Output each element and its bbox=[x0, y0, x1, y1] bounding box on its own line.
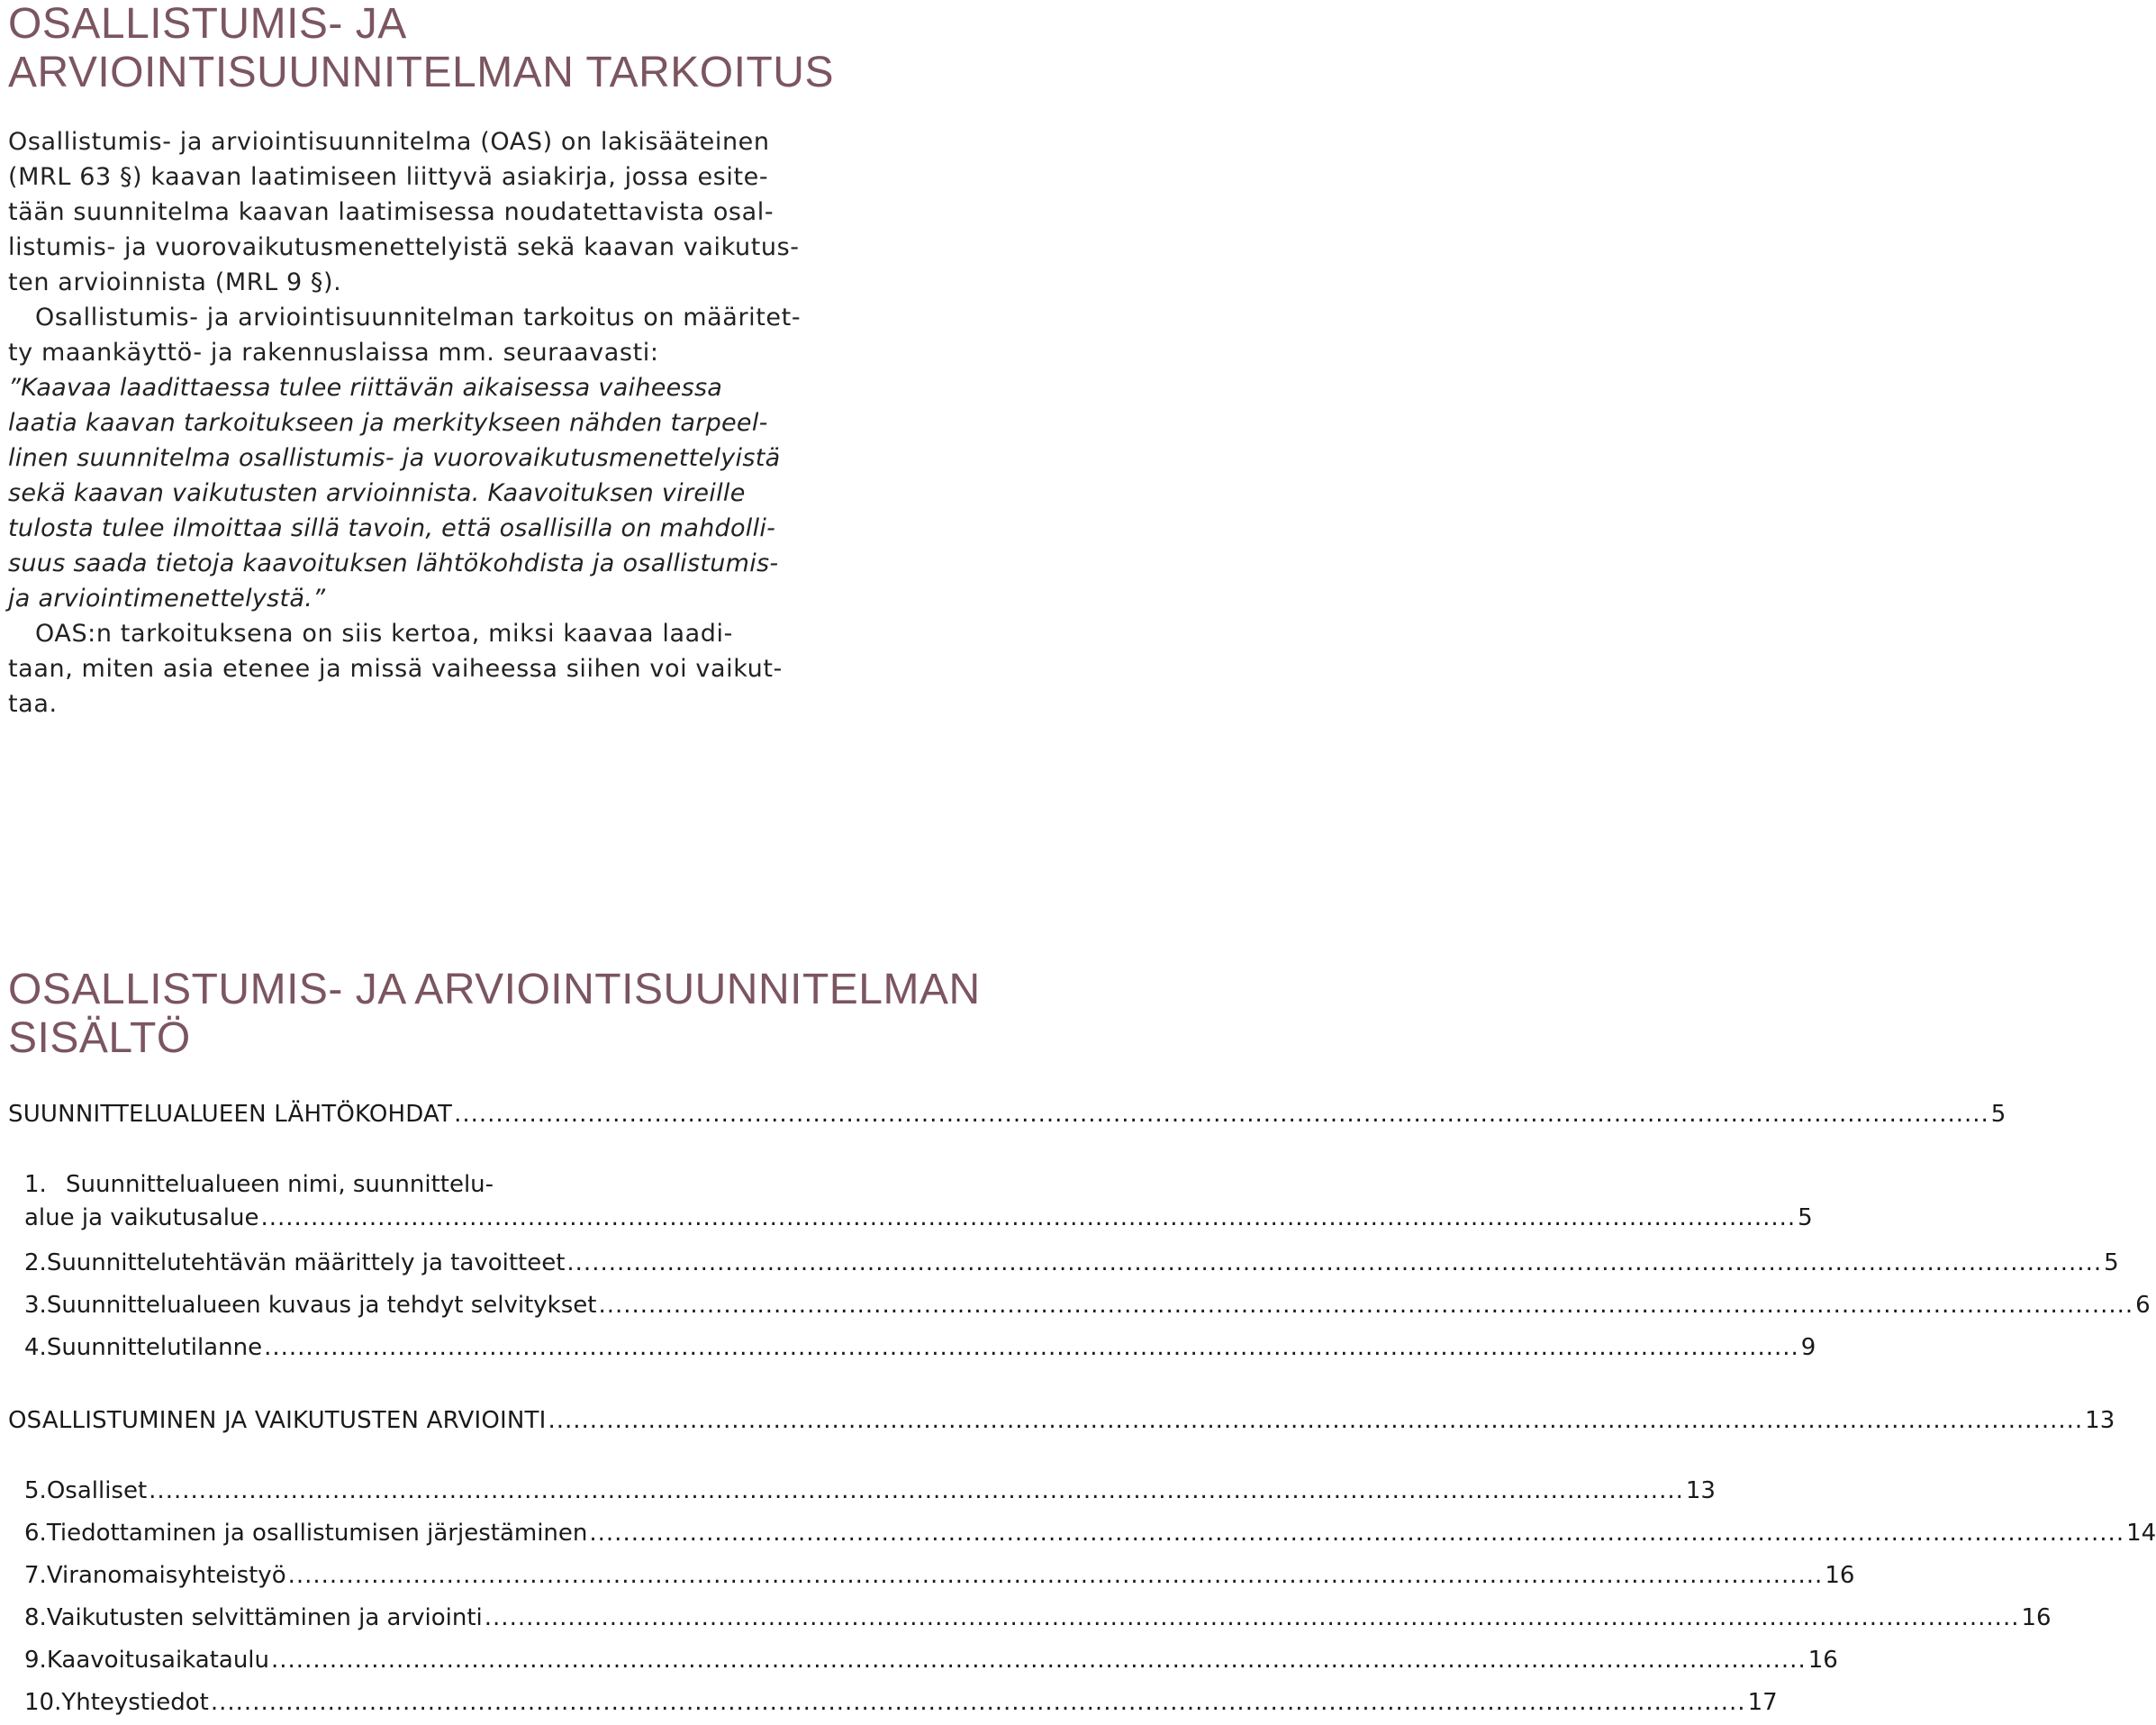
toc-section-title: SUUNNITTELUALUEEN LÄHTÖKOHDAT bbox=[8, 1101, 453, 1128]
toc-item-title: Kaavoitusaikataulu bbox=[46, 1647, 270, 1674]
text-line: Osallistumis- ja arviointisuunnitelman tarkoitus on määritet- bbox=[35, 304, 802, 331]
toc-item-number: 1. bbox=[24, 1171, 47, 1198]
quote-line: linen suunnitelma osallistumis- ja vuorovaikutusmenettelyistä bbox=[8, 444, 781, 472]
toc-page-number: 16 bbox=[1807, 1647, 1838, 1674]
toc-item-number: 7. bbox=[24, 1562, 47, 1589]
toc-page-number: 13 bbox=[1685, 1477, 1716, 1504]
toc-section-title: OSALLISTUMINEN JA VAIKUTUSTEN ARVIOINTI bbox=[8, 1407, 547, 1434]
page-title-line1: OSALLISTUMIS- JA bbox=[8, 0, 407, 48]
toc-leader-dots bbox=[260, 1204, 1796, 1231]
toc-item-title: Suunnittelutilanne bbox=[46, 1334, 263, 1361]
toc-page-number: 16 bbox=[2021, 1604, 2052, 1631]
toc-item-title: Osalliset bbox=[46, 1477, 148, 1504]
toc-leader-dots bbox=[288, 1562, 1824, 1589]
text-line: listumis- ja vuorovaikutusmenettelyistä sekä kaavan vaikutus- bbox=[8, 233, 800, 261]
toc-leader-dots bbox=[598, 1292, 2133, 1319]
toc-leader-dots bbox=[271, 1647, 1807, 1674]
toc-item-number: 3. bbox=[24, 1292, 47, 1319]
toc-item-title: alue ja vaikutusalue bbox=[24, 1204, 259, 1231]
toc-item-title-line1: Suunnittelualueen nimi, suunnittelu- bbox=[66, 1171, 494, 1198]
toc-item-1-continued[interactable] bbox=[8, 1204, 1813, 1235]
text-line: Osallistumis- ja arviointisuunnitelma (OAS) on lakisääteinen bbox=[8, 128, 770, 156]
toc-item-3[interactable] bbox=[8, 1292, 2151, 1322]
text-line: taa. bbox=[8, 690, 58, 718]
toc-page-number: 5 bbox=[2104, 1249, 2119, 1276]
toc-section-2[interactable] bbox=[8, 1407, 2115, 1438]
toc-item-title: Suunnittelutehtävän määrittely ja tavoitteet bbox=[46, 1249, 566, 1276]
toc-page-number: 17 bbox=[1747, 1689, 1778, 1716]
page-title bbox=[8, 0, 834, 97]
toc-leader-dots bbox=[149, 1477, 1684, 1504]
toc-item-number: 6. bbox=[24, 1520, 47, 1547]
toc-page-number: 5 bbox=[1798, 1204, 1813, 1231]
toc-item-2[interactable] bbox=[8, 1249, 2119, 1280]
toc-item-title: Tiedottaminen ja osallistumisen järjestäminen bbox=[46, 1520, 588, 1547]
toc-item-7[interactable] bbox=[8, 1562, 1855, 1593]
page-title-line2: ARVIOINTISUUNNITELMAN TARKOITUS bbox=[8, 49, 834, 96]
section-heading-line2: SISÄLTÖ bbox=[8, 1014, 191, 1062]
section-heading bbox=[8, 966, 981, 1063]
toc-item-number: 9. bbox=[24, 1647, 47, 1674]
toc-leader-dots bbox=[485, 1604, 2020, 1631]
toc-item-9[interactable] bbox=[8, 1647, 1838, 1677]
toc-item-10[interactable] bbox=[8, 1689, 1778, 1720]
toc-section-1[interactable] bbox=[8, 1101, 2007, 1131]
toc-page-number: 6 bbox=[2135, 1292, 2151, 1319]
quote-line: laatia kaavan tarkoitukseen ja merkitykseen nähden tarpeel- bbox=[8, 409, 768, 437]
toc-item-title: Viranomaisyhteistyö bbox=[46, 1562, 286, 1589]
toc-leader-dots bbox=[548, 1407, 2083, 1434]
toc-leader-dots bbox=[566, 1249, 2102, 1276]
toc-leader-dots bbox=[264, 1334, 1799, 1361]
toc-leader-dots bbox=[454, 1101, 1989, 1128]
quote-line: suus saada tietoja kaavoituksen lähtökohdista ja osallistumis- bbox=[8, 549, 779, 577]
quote-line: sekä kaavan vaikutusten arvioinnista. Kaavoituksen vireille bbox=[8, 479, 746, 507]
toc-item-number: 2. bbox=[24, 1249, 47, 1276]
section-heading-line1: OSALLISTUMIS- JA ARVIOINTISUUNNITELMAN bbox=[8, 966, 981, 1013]
toc-page-number: 13 bbox=[2085, 1407, 2115, 1434]
toc-page-number: 14 bbox=[2126, 1520, 2156, 1547]
text-line: (MRL 63 §) kaavan laatimiseen liittyvä asiakirja, jossa esite- bbox=[8, 163, 769, 191]
quote-line: tulosta tulee ilmoittaa sillä tavoin, että osallisilla on mahdolli- bbox=[8, 514, 776, 542]
toc-item-number: 10. bbox=[24, 1689, 62, 1716]
toc-leader-dots bbox=[211, 1689, 1746, 1716]
toc-page-number: 16 bbox=[1825, 1562, 1855, 1589]
toc-item-number: 8. bbox=[24, 1604, 47, 1631]
toc-page-number: 9 bbox=[1800, 1334, 1816, 1361]
text-line: ty maankäyttö- ja rakennuslaissa mm. seuraavasti: bbox=[8, 339, 659, 367]
toc-item-number: 5. bbox=[24, 1477, 47, 1504]
intro-text bbox=[8, 124, 859, 722]
toc-item-title: Suunnittelualueen kuvaus ja tehdyt selvitykset bbox=[46, 1292, 597, 1319]
toc-item-8[interactable] bbox=[8, 1604, 2052, 1635]
text-line: tään suunnitelma kaavan laatimisessa noudatettavista osal- bbox=[8, 198, 775, 226]
toc-item-5[interactable] bbox=[8, 1477, 1716, 1508]
toc-item-title: Vaikutusten selvittäminen ja arviointi bbox=[46, 1604, 483, 1631]
quote-line: ”Kaavaa laadittaessa tulee riittävän aikaisessa vaiheessa bbox=[8, 374, 723, 402]
toc-item-6[interactable] bbox=[8, 1520, 2156, 1550]
toc-item-4[interactable] bbox=[8, 1334, 1816, 1365]
text-line: OAS:n tarkoituksena on siis kertoa, miksi kaavaa laadi- bbox=[35, 620, 733, 648]
text-line: taan, miten asia etenee ja missä vaiheessa siihen voi vaikut- bbox=[8, 655, 783, 683]
toc-leader-dots bbox=[589, 1520, 2124, 1547]
toc-item-number: 4. bbox=[24, 1334, 47, 1361]
quote-line: ja arviointimenettelystä.” bbox=[8, 585, 326, 613]
text-line: ten arvioinnista (MRL 9 §). bbox=[8, 268, 342, 296]
toc-page-number: 5 bbox=[1990, 1101, 2007, 1128]
toc-item-title: Yhteystiedot bbox=[61, 1689, 209, 1716]
